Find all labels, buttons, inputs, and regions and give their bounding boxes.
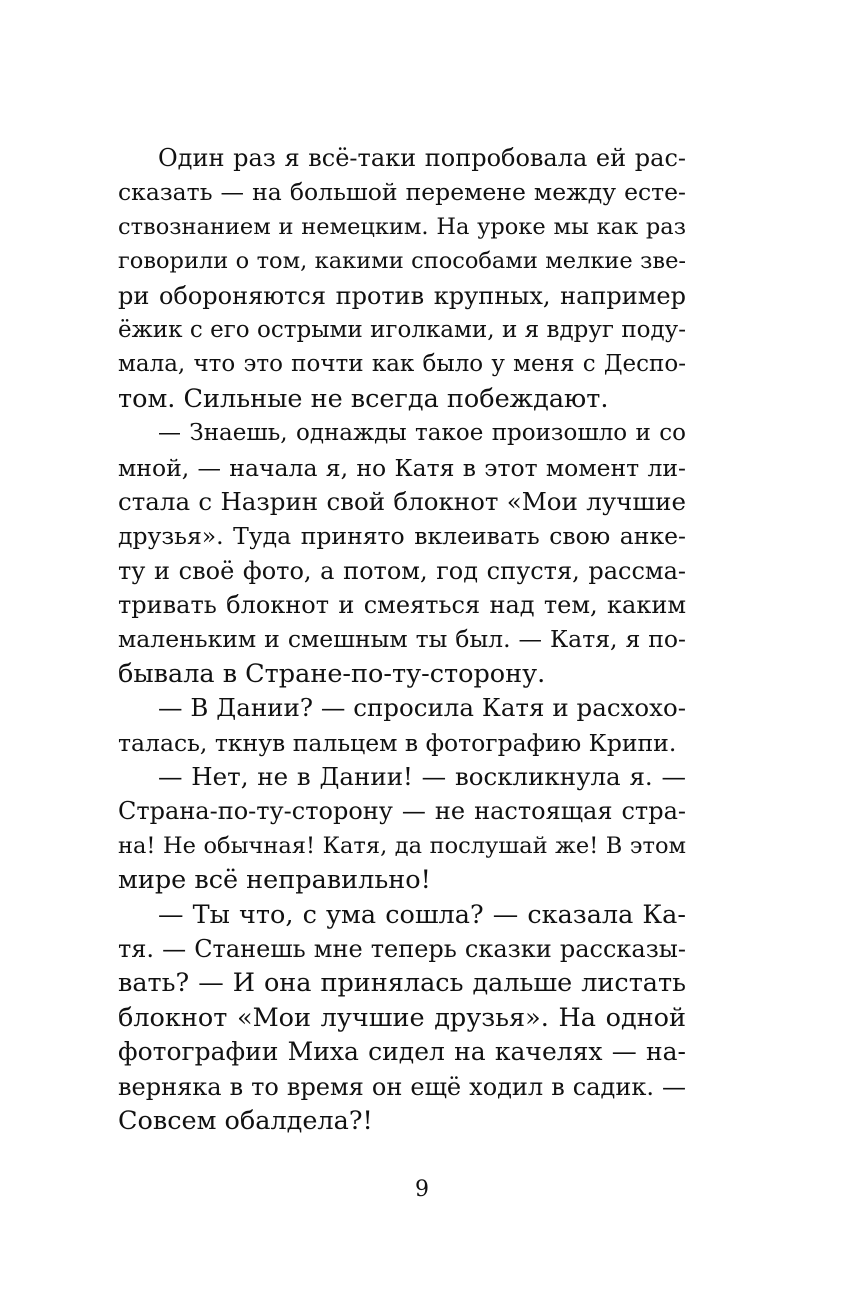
text-line: — Нет, не в Дании! — воскликнула я. — bbox=[158, 762, 686, 792]
text-line: мной, — начала я, но Катя в этот момент ли- bbox=[118, 453, 686, 482]
text-line: на! Не обычная! Катя, да послушай же! В этом bbox=[118, 832, 686, 859]
text-line: мире всё неправильно! bbox=[118, 865, 431, 896]
text-line: ёжик с его острыми иголками, и я вдруг поду- bbox=[118, 316, 686, 343]
text-line: Страна-по-ту-сторону — не настоящая стра- bbox=[118, 797, 686, 826]
text-line: вать? — И она принялась дальше листать bbox=[118, 968, 686, 999]
text-line: тя. — Станешь мне теперь сказки рассказы- bbox=[118, 934, 686, 963]
text-line: — Знаешь, однажды такое произошло и со bbox=[158, 420, 686, 447]
text-line: — Ты что, с ума сошла? — сказала Ка- bbox=[158, 899, 686, 930]
text-line: бывала в Стране-по-ту-сторону. bbox=[118, 658, 546, 689]
text-line: мала, что это почти как было у меня с Деспо- bbox=[118, 351, 686, 378]
text-line: Совсем обалдела?! bbox=[118, 1105, 373, 1136]
text-line: фотографии Миха сидел на качелях — на- bbox=[118, 1037, 686, 1067]
text-line: верняка в то время он ещё ходил в садик. — bbox=[118, 1072, 686, 1101]
text-line: ту и своё фото, а потом, год спустя, рассма- bbox=[118, 556, 686, 585]
text-line: том. Сильные не всегда побеждают. bbox=[118, 383, 609, 414]
text-line: друзья». Туда принято вклеивать свою анке- bbox=[118, 522, 686, 551]
text-line: стала с Назрин свой блокнот «Мои лучшие bbox=[118, 486, 686, 516]
text-line: сказать — на большой перемене между есте- bbox=[118, 178, 686, 207]
text-line: маленьким и смешным ты был. — Катя, я по- bbox=[118, 625, 686, 654]
text-line: тривать блокнот и смеяться над тем, каким bbox=[118, 591, 686, 620]
text-line: Один раз я всё-таки попробовала ей рас- bbox=[158, 144, 686, 172]
text-line: говорили о том, какими способами мелкие зве- bbox=[118, 248, 686, 275]
page-number: 9 bbox=[415, 1177, 429, 1202]
body-text bbox=[118, 141, 686, 1138]
text-line: ри обороняются против крупных, например bbox=[118, 281, 686, 310]
text-line: ствознанием и немецким. На уроке мы как раз bbox=[118, 213, 686, 240]
text-line: блокнот «Мои лучшие друзья». На одной bbox=[118, 1002, 686, 1033]
text-line: — В Дании? — спросила Катя и расхохо- bbox=[158, 693, 686, 723]
text-line: талась, ткнув пальцем в фотографию Крипи. bbox=[118, 728, 677, 757]
